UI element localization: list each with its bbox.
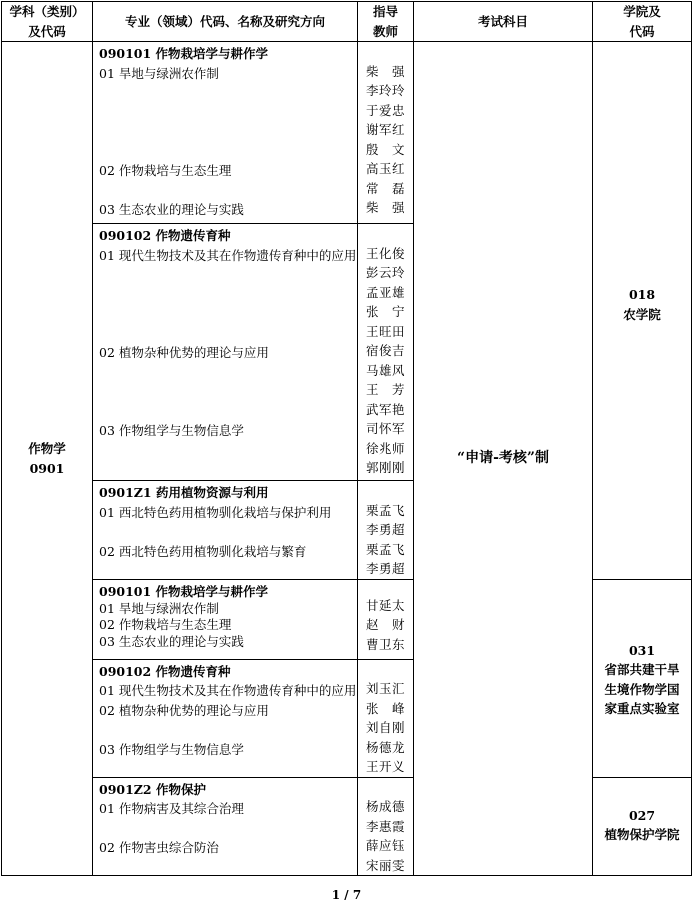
direction: 01 现代生物技术及其在作物遗传育种中的应用 — [99, 247, 357, 263]
major-cell — [93, 481, 358, 580]
advisor-name: 司怀军 — [365, 421, 405, 436]
header-advisor-line1: 指导 — [372, 4, 398, 19]
advisor-cell — [358, 659, 414, 777]
advisor-name: 曹卫东 — [365, 636, 405, 652]
advisor-name: 高玉红 — [365, 161, 405, 176]
header-advisor-line2: 教师 — [372, 23, 398, 39]
header-school-line2: 代码 — [629, 23, 655, 39]
school-name: 省部共建干旱 — [604, 662, 680, 677]
advisor-name: 李惠霞 — [365, 818, 405, 834]
direction: 01 旱地与绿洲农作制 — [99, 65, 219, 81]
direction: 02 作物栽培与生态生理 — [99, 163, 232, 178]
major-cell — [93, 579, 358, 659]
direction: 01 旱地与绿洲农作制 — [99, 600, 219, 616]
header-discipline-line1: 学科（类别） — [9, 4, 85, 19]
advisor-cell — [358, 777, 414, 876]
advisor-name: 栗孟飞 — [365, 541, 405, 557]
advisor-name: 常 磊 — [365, 180, 405, 196]
advisor-name: 张 峰 — [365, 700, 405, 716]
advisor-name: 马雄风 — [365, 362, 405, 378]
direction: 02 作物害虫综合防治 — [99, 840, 219, 855]
advisor-name: 孟亚雄 — [365, 284, 405, 300]
header-row — [2, 2, 692, 42]
major-cell — [93, 659, 358, 777]
major-title: 090102 作物遗传育种 — [99, 663, 231, 679]
advisor-name: 彭云玲 — [365, 265, 405, 280]
advisor-cell — [358, 481, 414, 580]
header-exam: 考试科目 — [414, 2, 593, 42]
advisor-name: 徐兆师 — [365, 440, 405, 456]
advisor-name: 于爱忠 — [365, 102, 405, 118]
advisor-name: 张 宁 — [365, 304, 405, 319]
program-table — [1, 1, 692, 876]
school-cell-031 — [593, 579, 692, 777]
header-discipline-line2: 及代码 — [28, 23, 66, 39]
advisor-name: 栗孟飞 — [365, 502, 405, 518]
major-cell — [93, 42, 358, 224]
advisor-name: 刘玉汇 — [365, 681, 405, 696]
direction: 02 植物杂种优势的理论与应用 — [99, 345, 269, 360]
header-advisor — [358, 2, 414, 42]
major-cell — [93, 224, 358, 481]
school-code: 027 — [628, 807, 656, 823]
advisor-cell — [358, 224, 414, 481]
discipline-code: 0901 — [29, 460, 65, 476]
advisor-name: 赵 财 — [365, 617, 405, 632]
direction: 03 生态农业的理论与实践 — [99, 633, 244, 649]
direction: 01 现代生物技术及其在作物遗传育种中的应用 — [99, 683, 357, 698]
direction: 02 植物杂种优势的理论与应用 — [99, 702, 269, 718]
advisor-name: 王化俊 — [365, 245, 405, 261]
direction: 03 生态农业的理论与实践 — [99, 202, 244, 217]
school-code: 031 — [628, 642, 656, 658]
direction: 02 作物栽培与生态生理 — [99, 617, 232, 632]
header-school — [593, 2, 692, 42]
direction: 01 西北特色药用植物驯化栽培与保护利用 — [99, 504, 332, 520]
advisor-name: 王旺田 — [365, 323, 405, 339]
major-title: 090102 作物遗传育种 — [99, 228, 231, 243]
advisor-name: 杨德龙 — [365, 739, 405, 755]
major-cell — [93, 777, 358, 876]
major-title: 090101 作物栽培学与耕作学 — [99, 583, 269, 599]
advisor-cell — [358, 42, 414, 224]
table-row — [2, 42, 692, 224]
school-name: 家重点实验室 — [604, 701, 680, 716]
header-school-line1: 学院及 — [623, 4, 661, 19]
advisor-name: 郭刚刚 — [365, 460, 405, 475]
advisor-name: 王 芳 — [365, 382, 405, 397]
advisor-name: 武军艳 — [365, 401, 405, 417]
advisor-name: 殷 文 — [365, 141, 405, 157]
direction: 03 作物组学与生物信息学 — [99, 741, 244, 757]
discipline-name: 作物学 — [28, 441, 66, 456]
advisor-name: 谢军红 — [365, 122, 405, 137]
major-title: 0901Z1 药用植物资源与利用 — [99, 485, 269, 500]
school-name: 农学院 — [623, 306, 661, 322]
advisor-name: 宋丽雯 — [365, 857, 405, 873]
advisor-name: 柴 强 — [365, 200, 405, 215]
school-code: 018 — [628, 287, 656, 302]
advisor-name: 柴 强 — [365, 63, 405, 79]
advisor-name: 宿俊吉 — [365, 343, 405, 358]
page-number: 1 / 7 — [331, 888, 362, 902]
advisor-name: 王开义 — [365, 759, 405, 774]
direction: 03 作物组学与生物信息学 — [99, 423, 244, 438]
advisor-name: 李玲玲 — [365, 83, 405, 98]
major-title: 090101 作物栽培学与耕作学 — [99, 46, 269, 61]
header-discipline — [2, 2, 93, 42]
header-major: 专业（领域）代码、名称及研究方向 — [93, 2, 358, 42]
advisor-name: 李勇超 — [365, 561, 405, 576]
exam-cell: “申请-考核”制 — [414, 42, 593, 876]
direction: 01 作物病害及其综合治理 — [99, 801, 244, 816]
advisor-name: 甘延太 — [365, 597, 405, 613]
advisor-cell — [358, 579, 414, 659]
major-title: 0901Z2 作物保护 — [99, 781, 206, 797]
school-name: 生境作物学国 — [604, 681, 680, 697]
discipline-cell — [2, 42, 93, 876]
school-cell-027 — [593, 777, 692, 876]
school-cell-018 — [593, 42, 692, 580]
direction: 02 西北特色药用植物驯化栽培与繁育 — [99, 543, 307, 559]
advisor-name: 薛应钰 — [365, 838, 405, 853]
advisor-name: 刘自刚 — [365, 720, 405, 735]
advisor-name: 李勇超 — [365, 522, 405, 537]
school-name: 植物保护学院 — [604, 827, 680, 842]
advisor-name: 杨成德 — [365, 799, 405, 814]
